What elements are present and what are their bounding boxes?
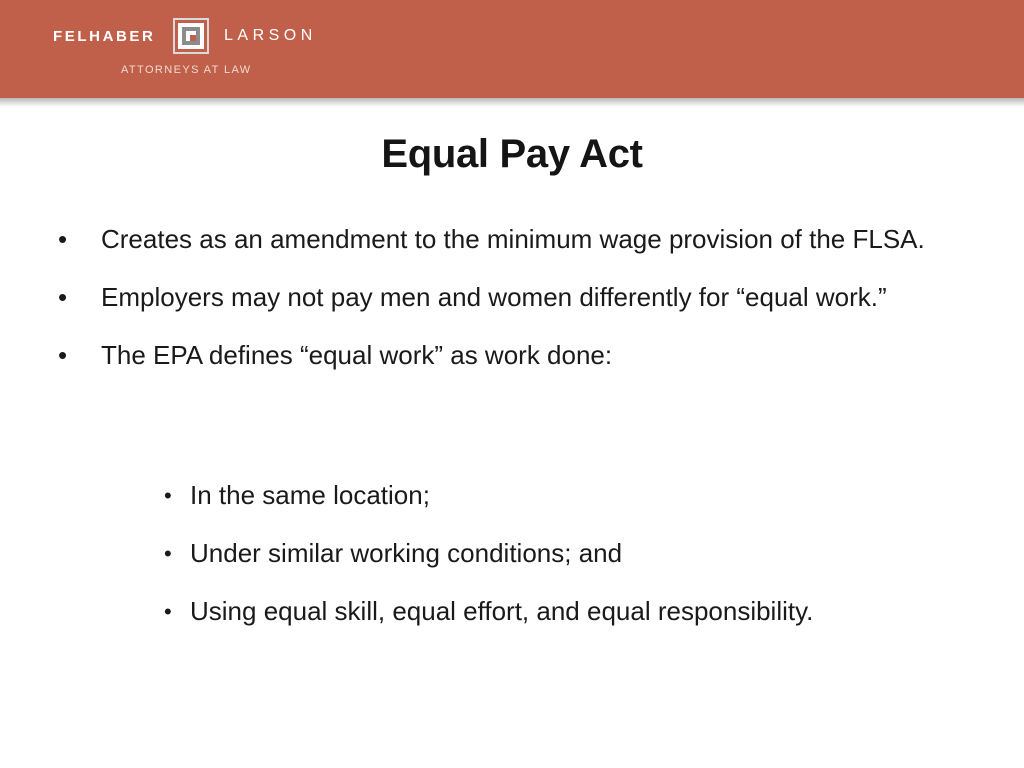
bullet-text: The EPA defines “equal work” as work done: — [101, 340, 613, 370]
firm-logo-icon — [173, 18, 209, 54]
sub-bullet-text: In the same location; — [190, 480, 430, 510]
logo-name-left: FELHABER — [53, 28, 156, 45]
sub-bullet-list — [164, 475, 964, 649]
bullet-text: Creates as an amendment to the minimum wage provision of the FLSA. — [101, 224, 925, 254]
sub-bullet-dot-icon: • — [164, 541, 172, 566]
bullet-item — [56, 335, 956, 376]
bullet-item — [56, 219, 956, 260]
sub-bullet-dot-icon: • — [164, 483, 172, 508]
sub-bullet-item — [164, 533, 964, 574]
sub-bullet-item — [164, 475, 964, 516]
sub-bullet-dot-icon: • — [164, 599, 172, 624]
bullet-dot-icon: • — [58, 340, 68, 370]
logo-name-right: LARSON — [224, 27, 317, 44]
sub-bullet-text: Using equal skill, equal effort, and equal responsibility. — [190, 596, 814, 626]
slide-title: Equal Pay Act — [381, 132, 643, 176]
logo-tagline: ATTORNEYS AT LAW — [121, 64, 252, 76]
header-bar — [0, 0, 1024, 98]
bullet-text: Employers may not pay men and women differently for “equal work.” — [101, 282, 887, 312]
sub-bullet-item — [164, 591, 964, 632]
header-divider — [0, 98, 1024, 107]
bullet-list — [56, 219, 956, 393]
bullet-dot-icon: • — [58, 224, 68, 254]
sub-bullet-text: Under similar working conditions; and — [190, 538, 623, 568]
bullet-item — [56, 277, 956, 318]
bullet-dot-icon: • — [58, 282, 68, 312]
